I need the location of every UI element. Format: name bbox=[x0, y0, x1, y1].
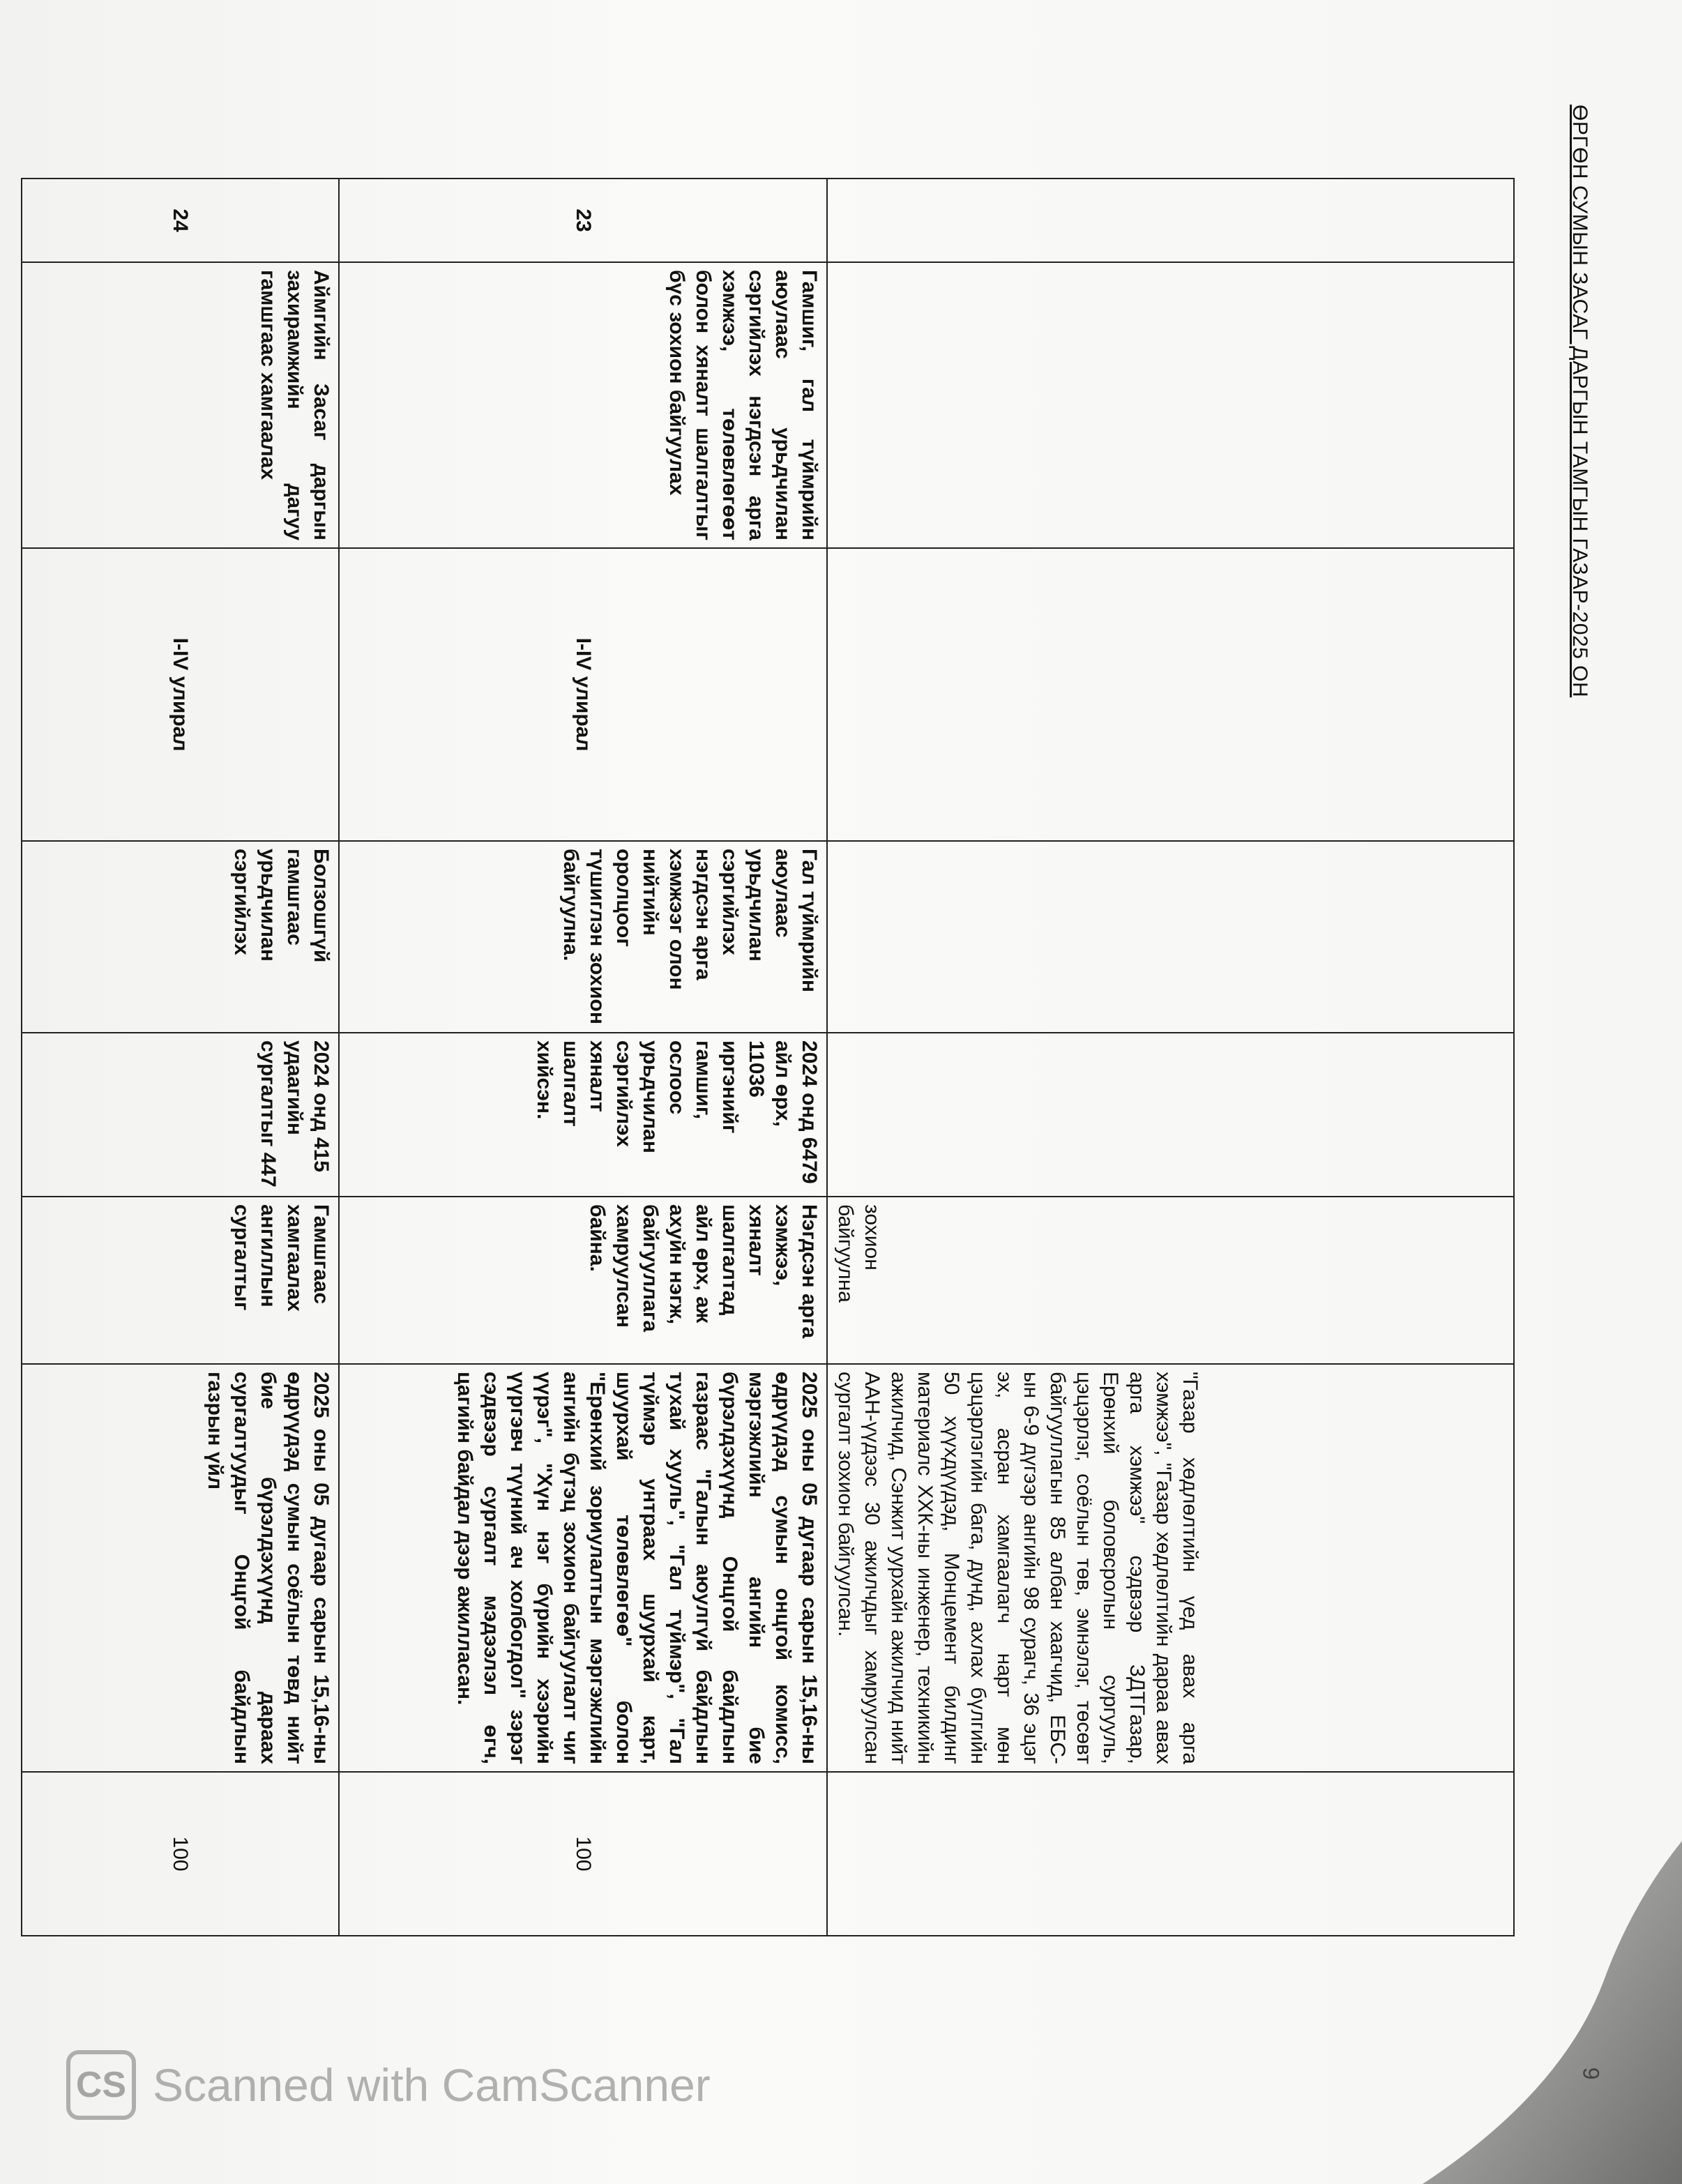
cell-baseline bbox=[827, 1033, 1514, 1197]
indicator-text: Гамшгаас хамгаалах ангиллын сургалтыг bbox=[22, 1197, 339, 1364]
cell-num bbox=[827, 179, 1514, 262]
result-text: Болзошгүй гамшгаас урьдчилан сэргийлэх bbox=[22, 841, 339, 1033]
camscanner-logo-icon: CS bbox=[66, 2050, 136, 2120]
baseline-text: 2024 онд 6479 айл өрх, 11036 иргэнийг гамшиг, ослоос урьдчилан сэргийлэх хяналт шалгалт хийсэн. bbox=[339, 1033, 827, 1197]
measure-text: Аймгийн Засаг даргын захирамжийн дагуу гамшгаас хамгаалах bbox=[22, 262, 339, 548]
indicator-text: Нэгдсэн арга хэмжээ, хяналт шалгалтад айл өрх, аж ахуйн нэгж, байгууллага хамруулсан байна. bbox=[339, 1197, 827, 1364]
measure-text: Гамшиг, гал түймрийн аюулаас урьдчилан сэргийлэх нэгдсэн арга хэмжээ, төлөвлөгөөт болон хяналт шалгалтыг бүс зохион байгуулах bbox=[339, 262, 827, 548]
percent-text: 100 bbox=[22, 1772, 339, 1936]
page-header: ӨРГӨН СУМЫН ЗАСАГ ДАРГЫН ТАМГЫН ГАЗАР-2025 ОН bbox=[1568, 105, 1591, 698]
table-row bbox=[339, 179, 827, 1936]
page-number: 9 bbox=[1578, 2067, 1604, 2080]
cell-result bbox=[827, 841, 1514, 1033]
report-text: "Газар хөдлөлтийн үед авах арга хэмжээ", "Газар хөдлөлтийн дараа авах арга хэмжээ" сэдвээр ЗДТГазар, Ерөнхий боловсролын сургууль, цэцэрлэг, соёлын төв, эмнэлэг, төсөвт байгууллагын 85 албан хаагчид, ЕБС-ын 6-9 дүгээр ангийн 98 сурагч, 36 эцэг эх, асран хамгаалагч нарт мөн цэцэрлэгийн бага, дунд, ахлах бүлгийн 50 хүүхдүүдэд, Монцемент билдинг материалс ХХК-ны инженер, техникийн ажилчид, Сэнжит уурхайн ажилчид нийт ААН-үүдээс 30 ажилчдыг хамруулсан сургалт зохион байгуулсан. bbox=[834, 1372, 1202, 1764]
page-curl bbox=[1423, 1841, 1682, 2184]
cell-measure bbox=[827, 262, 1514, 548]
cell-indicator bbox=[827, 1197, 1514, 1364]
row-number: 24 bbox=[22, 179, 339, 262]
indicator-top: зохион bbox=[861, 1204, 884, 1271]
percent-text: 100 bbox=[339, 1772, 827, 1936]
period-text: I-IV улирал bbox=[22, 548, 339, 841]
baseline-text: 2024 онд 415 удаагийн сургалтыг 447 bbox=[22, 1033, 339, 1197]
period-text: I-IV улирал bbox=[339, 548, 827, 841]
cell-percent bbox=[827, 1772, 1514, 1936]
camscanner-watermark bbox=[66, 2050, 711, 2120]
cell-period bbox=[827, 548, 1514, 841]
indicator-bottom: байгуулна bbox=[834, 1204, 857, 1303]
watermark-text: Scanned with CamScanner bbox=[153, 2059, 711, 2111]
row-number: 23 bbox=[339, 179, 827, 262]
report-text: 2025 оны 05 дугаар сарын 15,16-ны өдрүүдэд сумын соёлын төвд нийт бие бүрэлдэхүүнд дараах сургалтуудыг Онцгой байдлын газрын үйл bbox=[22, 1364, 339, 1772]
cell-report bbox=[827, 1364, 1514, 1772]
table-row bbox=[22, 179, 339, 1936]
table-row bbox=[827, 179, 1514, 1936]
plan-table bbox=[21, 178, 1515, 1936]
report-text: 2025 оны 05 дугаар сарын 15,16-ны өдрүүдэд сумын онцгой комисс, мэргэжлийн ангийн бие бүрэлдэхүүнд Онцгой байдлын газраас "Галын аюулгүй байдлын тухай хууль", "Гал түймэр", "Гал түймэр унтраах шуурхай карт, шуурхай төлөвлөгөө" болон "Ерөнхий зориулалтын мэргэжлийн ангийн бүтэц зохион байгуулалт чиг үүрэг", "Хүн нэг бүрийн хээрийн үүргэвч түүний ач холбогдол" зэрэг сэдвээр сургалт мэдээлэл өгч, цагийн байдал дээр ажилласан. bbox=[339, 1364, 827, 1772]
result-text: Гал түймрийн аюулаас урьдчилан сэргийлэх нэгдсэн арга хэмжээг олон нийтийн оролцоог түшиглэн зохион байгуулна. bbox=[339, 841, 827, 1033]
